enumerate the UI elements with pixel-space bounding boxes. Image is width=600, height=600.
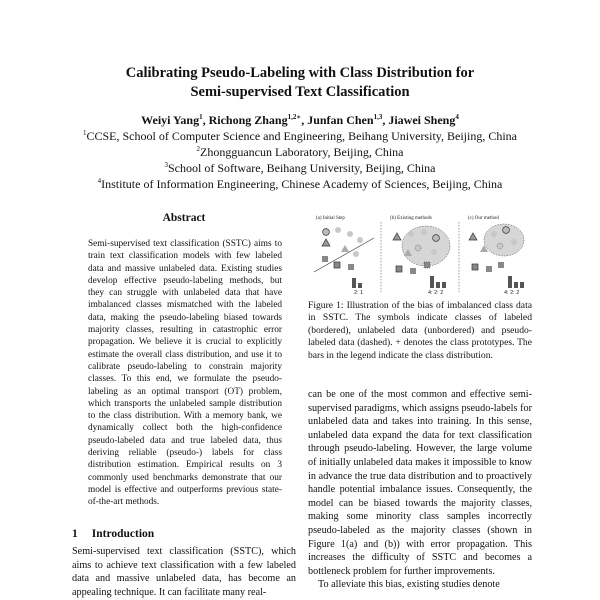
section-heading <box>72 528 154 540</box>
labeled-square <box>396 266 402 272</box>
author-name: Jiawei Sheng <box>388 113 456 127</box>
legend-bar <box>436 282 440 288</box>
legend-bar <box>442 282 446 288</box>
body-paragraph <box>308 388 532 592</box>
intro-paragraph: Semi-supervised text classification (SSTC), which aims to achieve text classification with a few labeled data and massive unlabeled data, has become an appealing technique. It can facilitate many real- <box>72 546 296 598</box>
unlabeled-circle <box>408 231 414 237</box>
unlabeled-square <box>486 266 492 272</box>
panel-b-label: (b) Existing methods <box>390 216 432 221</box>
labeled-triangle <box>393 233 401 240</box>
pseudo-labeled-circle <box>415 245 421 251</box>
author-names: Weiyi Yang$^1$, Richong Zhang$^{1,2∗}$, Junfan Chen$^{1,3}$, Jiawei Sheng$^4$ <box>141 113 459 127</box>
pseudo-labeled-square <box>424 262 430 268</box>
unlabeled-triangle <box>341 245 349 252</box>
unlabeled-circle <box>347 231 353 237</box>
legend-bar <box>508 276 512 288</box>
labeled-square <box>472 264 478 270</box>
panel-c-label: (c) Our method <box>468 216 499 221</box>
panel-b <box>393 226 450 296</box>
figure-1 <box>308 210 532 296</box>
title-line-2: Semi-supervised Text Classification <box>190 84 410 100</box>
labeled-triangle <box>322 239 330 246</box>
affiliation: $^3$School of Software, Beihang University, Beijing, China <box>164 161 436 175</box>
section-number: 1 <box>72 528 78 540</box>
panel-a <box>314 227 374 296</box>
unlabeled-circle <box>491 231 497 237</box>
legend-ratio: 4: 2: 2 <box>428 290 444 296</box>
author-name: Weiyi Yang <box>141 113 200 127</box>
unlabeled-square <box>348 264 354 270</box>
figure-1-illustration <box>308 210 532 296</box>
labeled-triangle <box>469 233 477 240</box>
panel-a-label: (a) Initial Step <box>316 216 345 221</box>
affiliation: $^2$Zhongguancun Laboratory, Beijing, China <box>196 145 404 159</box>
unlabeled-circle <box>431 249 437 255</box>
pseudo-labeled-circle <box>497 243 503 249</box>
section-title: Introduction <box>91 528 155 540</box>
legend-bar <box>514 282 518 288</box>
figure-caption: Figure 1: Illustration of the bias of imbalanced class data in SSTC. The symbols indicate classes of labeled (bordered), unlabeled data (unbordered) and pseudo-labeled data (dashed). + denotes the class prototypes. The bars in the legend indicate the class distribution. <box>308 300 532 361</box>
author-block <box>0 112 600 192</box>
legend-ratio: 4: 2: 2 <box>504 290 520 296</box>
unlabeled-circle <box>421 229 427 235</box>
paper-title <box>0 64 600 102</box>
author-name: Richong Zhang <box>208 113 288 127</box>
labeled-square <box>334 262 340 268</box>
unlabeled-circle <box>335 227 341 233</box>
labeled-circle <box>323 229 330 236</box>
decision-boundary <box>314 238 374 272</box>
labeled-circle <box>433 235 440 242</box>
legend-ratio: 2: 1 <box>354 290 364 296</box>
legend-bar <box>430 276 434 288</box>
legend-bar <box>352 278 356 288</box>
labeled-circle <box>503 227 510 234</box>
panel-c <box>469 224 524 296</box>
unlabeled-circle <box>353 251 359 257</box>
unlabeled-circle <box>511 239 517 245</box>
affiliation: $^4$Institute of Information Engineering, Chinese Academy of Sciences, Beijing, China <box>97 177 503 191</box>
affiliation: $^1$CCSE, School of Computer Science and Engineering, Beihang University, Beijing, China <box>83 129 517 143</box>
body-text-trailing: To alleviate this bias, existing studies denote <box>318 579 500 591</box>
unlabeled-square <box>410 268 416 274</box>
unlabeled-circle <box>357 237 363 243</box>
title-line-1: Calibrating Pseudo-Labeling with Class Distribution for <box>125 65 475 81</box>
unlabeled-square <box>322 256 328 262</box>
abstract-heading: Abstract <box>162 212 206 224</box>
legend-bar <box>358 283 362 288</box>
legend-bar <box>520 282 524 288</box>
body-text: can be one of the most common and effective semi-supervised paradigms, which assigns pseudo-labels for unlabeled data and takes into training. In this sense, unlabeled data expand the data for text classification through pseudo-labeling. However, the large volume of initially unlabeled data makes it impossible to know in advance the true data distribution and to proactively handle potential imbalance issues. Consequently, the model can be biased towards the majority classes, making some minority class samples incorrectly pseudo-labeled as the majority classes (shown in Figure 1(a) and (b)) with error propagation. This increases the difficulty of SSTC and becomes a bottleneck problem for further improvements. <box>308 389 532 577</box>
abstract-text: Semi-supervised text classification (SSTC) aims to train text classification models with few labeled data and massive unlabeled data. Existing studies develop effective pseudo-labeling methods, but they can struggle with unlabeled data that have imbalanced classes mismatched with the labeled data, making the pseudo-labeling biased towards majority classes, resulting in catastrophic error propagation. We believe it is crucial to explicitly estimate the overall class distribution, and use it to calibrate pseudo-labeling to constrain majority classes. To this end, we formulate the pseudo-labeling as an optimal transport (OT) problem, which transports the unlabeled sample distribution to the class distribution. With a memory bank, we dynamically collect both the high-confidence pseudo-labeled data and true labeled data, thus deriving reliable (pseudo-) labels for class distribution estimation. Empirical results on 3 commonly used benchmarks demonstrate that our model is effective and outperforms previous state-of-the-art methods. <box>88 239 282 508</box>
author-name: Junfan Chen <box>307 113 374 127</box>
unlabeled-square <box>498 262 504 268</box>
